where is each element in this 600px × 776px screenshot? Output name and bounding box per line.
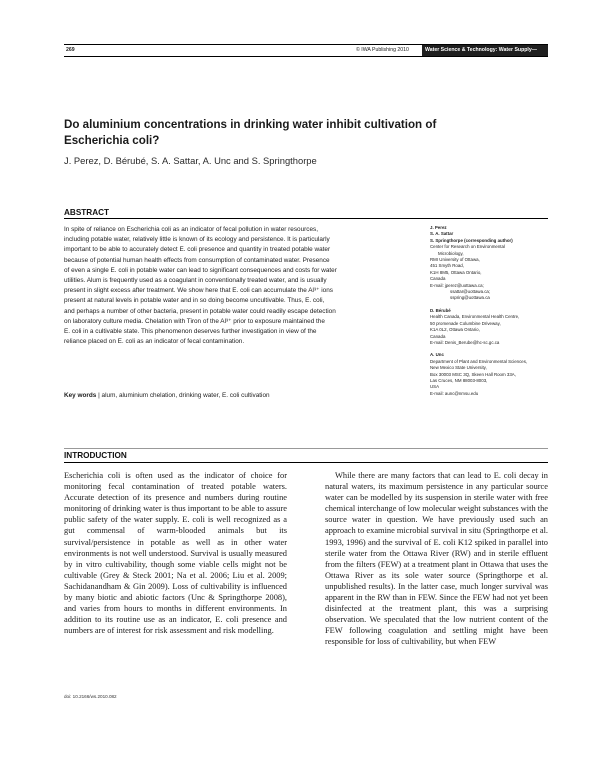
affiliation-block <box>430 308 550 346</box>
affiliation-email: sspring@uottawa.ca <box>450 295 490 301</box>
abstract-body <box>64 225 426 347</box>
affiliation-line: RMI University of Ottawa, <box>430 257 480 263</box>
affiliation-name: S. A. Sattar <box>430 231 454 237</box>
affiliation-line: Microbiology, <box>438 250 464 256</box>
abstract-line: including potable water, relatively little is known of its ecology and persistence. It is particularly <box>64 236 330 244</box>
article-title: Do aluminium concentrations in drinking water inhibit cultivation of Escherichia coli? <box>64 118 437 147</box>
affiliation-name: A. Unc <box>430 352 444 358</box>
affiliation-line: 451 Smyth Road, <box>430 263 464 269</box>
keywords <box>64 392 426 399</box>
abstract-line: because of potential human health effects from consumption of contaminated water. Presence <box>64 256 330 264</box>
abstract-line: reliance placed on E. coli as an indicator of fecal contamination. <box>64 338 245 346</box>
doi: doi: 10.2166/ws.2010.082 <box>64 694 117 699</box>
introduction-heading: INTRODUCTION <box>64 451 127 460</box>
abstract-line: and perhaps a number of other bacteria, present in potable water could readily escape detection <box>64 307 336 315</box>
abstract-heading: ABSTRACT <box>64 208 110 217</box>
author-list: J. Perez, D. Bérubé, S. A. Sattar, A. Unc and S. Springthorpe <box>64 155 317 166</box>
abstract-line: In spite of reliance on Escherichia coli as an indicator of fecal pollution in water resources, <box>64 226 318 233</box>
affiliation-email: ssattar@uottawa.ca; <box>450 289 491 295</box>
affiliation-line: New Mexico State University, <box>430 365 487 371</box>
introduction-column-left <box>64 470 287 636</box>
affiliation-name: J. Perez <box>430 225 447 230</box>
abstract-line: utilities. Alum is frequently used as a coagulant in conventionally treated water, and is usually <box>64 277 327 285</box>
affiliation-name: D. Bérubé <box>430 307 451 313</box>
affiliation-line: Box 30003 MSC 3Q, Skeen Hall Room 33A, <box>430 371 516 377</box>
keywords-label: Key words <box>64 392 97 399</box>
affiliation-line: Department of Plant and Environmental Sciences, <box>430 358 528 364</box>
affiliation-email: E-mail: Denis_Berube@hc-sc.gc.ca <box>430 339 500 345</box>
affiliation-email: E-mail: jperez@uottawa.ca; <box>430 282 484 288</box>
abstract-line: E. coli in a cultivable state. This phenomenon deserves further investigation in view of the <box>64 328 317 336</box>
abstract-line: present at natural levels in potable water and in so doing become uncultivable. Thus, E. coli, <box>64 297 325 305</box>
affiliation-line: Canada <box>430 333 446 339</box>
abstract-line: present in slight excess after treatment. We show here that E. coli can accumulate the Al³⁺ ions <box>64 287 333 295</box>
affiliation-line: USA <box>430 384 440 390</box>
introduction-paragraph: While there are many factors that can lead to E. coli decay in natural waters, its maximum persistence in any particular source water can be modelled by its suspension in sterile water with free chemical interchange of low molecular weight substances with the source water in question. We have previously used such an approach to examine microbial survival in situ (Springthorpe et al. 1993, 1996) and the survival of E. coli K12 spiked in parallel into sterile water from the Ottawa River (RW) and in sterile effluent from the filters (FEW) at a treatment plant in Ottawa that uses the Ottawa River as its sole water source (Springthorpe et al. unpublished results). In the latter case, much longer survival was apparent in the RW than in FEW. Since the FEW had not yet been disinfected at the treatment plant, this was a surprising observation. We speculated that the low nutrient content of the FEW following coagulation and settling might have been responsible for loss of cultivability, but when FEW <box>325 471 548 647</box>
affiliation-block <box>430 225 550 302</box>
journal-citation: Water Science & Technology: Water Supply—WSTWS | 10.3 | 2010 <box>422 45 548 56</box>
affiliation-line: Health Canada, Environmental Health Centre, <box>430 314 520 320</box>
abstract-line: on laboratory culture media. Chelation with Tiron of the Al³⁺ prior to exposure maintained the <box>64 317 325 325</box>
affiliation-email: E-mail: aunc@nmsu.edu <box>430 390 479 396</box>
abstract-line: of even a single E. coli in potable water can lead to significant consequences and costs for water <box>64 266 337 274</box>
introduction-rule <box>64 462 548 463</box>
abstract-line: important to be able to accurately detect E. coli presence and quantity in treated potable water <box>64 246 331 254</box>
introduction-column-right <box>325 470 548 648</box>
journal-header <box>64 44 548 64</box>
affiliation-line: K1H 8M5, Ottawa Ontario, <box>430 269 482 275</box>
keywords-list: | alum, aluminium chelation, drinking water, E. coli cultivation <box>98 392 270 399</box>
abstract-rule <box>64 218 548 219</box>
affiliations <box>430 225 550 403</box>
affiliation-line: K1A 0L2, Ottawa Ontario, <box>430 327 480 333</box>
publisher-notice: © IWA Publishing 2010 <box>356 47 409 53</box>
page-number: 269 <box>66 47 75 53</box>
affiliation-line: Center for Research on Environmental <box>430 244 505 250</box>
affiliation-line: Canada <box>430 276 446 282</box>
introduction-paragraph: Escherichia coli is often used as the indicator of choice for monitoring fecal contamination of treated potable waters. Accurate detection of its presence and numbers during routine monitoring of drinking water is thus important to be able to assure public safety of the water supply. E. coli is well recognized as a gut commensal of warm-blooded animals but its survival/persistence in potable as well as in other water environments is not well understood. Survival is usually measured by in vitro cultivability, though some viable cells might not be cultivable (Grey & Steck 2001; Na et al. 2006; Liu et al. 2009; Sachidanandham & Gin 2009). Loss of cultivability is influenced by many biotic and abiotic factors (Unc & Springthorpe 2008), and varies from hours to months in different environments. In addition to its routine use as an indicator, E. coli presence and numbers are of interest for risk assessment and risk modelling. <box>64 471 287 636</box>
introduction-top-rule <box>64 448 548 449</box>
affiliation-line: Las Cruces, NM 88003-8003, <box>430 377 488 383</box>
affiliation-line: 50 promenade Columbine Driveway, <box>430 320 501 326</box>
affiliation-block <box>430 352 550 397</box>
affiliation-name: S. Springthorpe (corresponding author) <box>430 237 513 243</box>
